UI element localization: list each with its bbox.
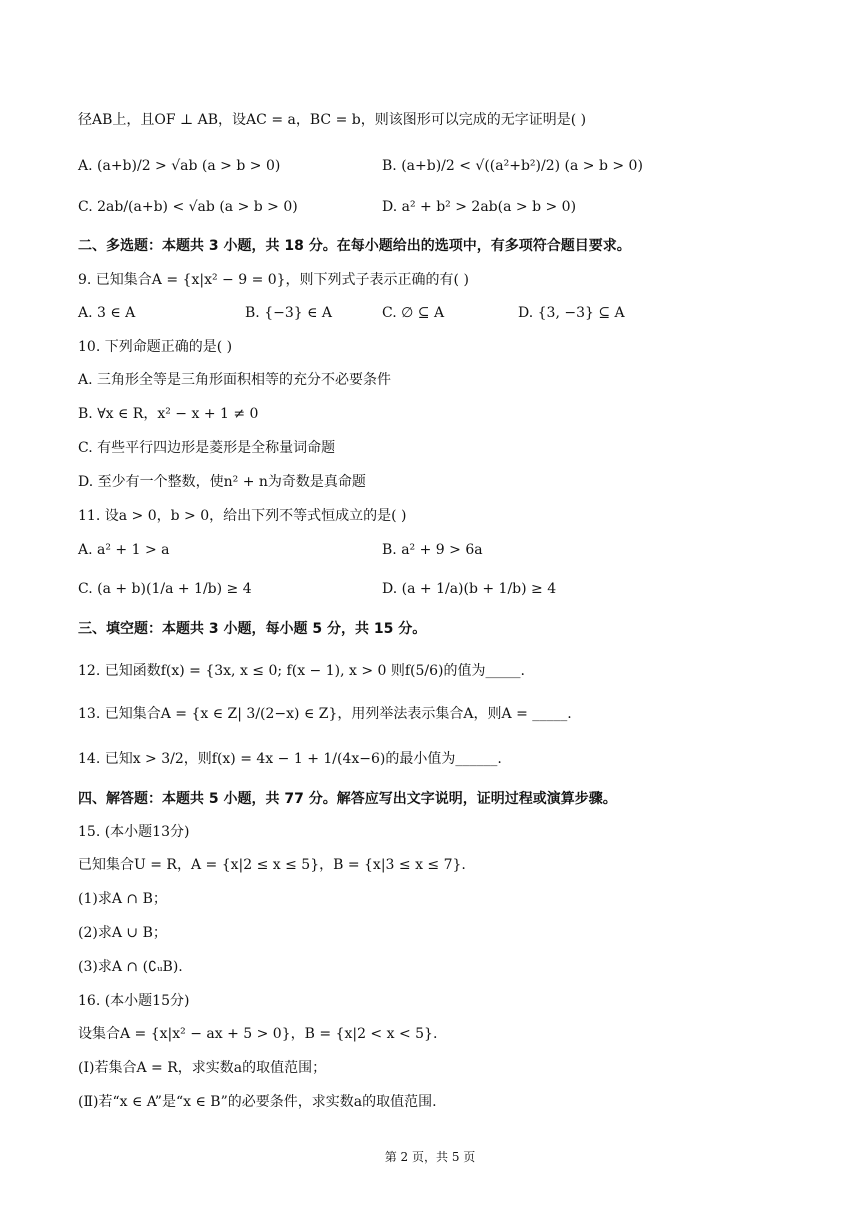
section-2-heading: 二、多选题：本题共 3 小题，共 18 分。在每小题给出的选项中，有多项符合题目要求。: [78, 238, 631, 254]
q10-option-b: B. ∀x ∈ R，x² − x + 1 ≠ 0: [78, 406, 259, 422]
q15-header: 15. (本小题13分): [78, 824, 190, 840]
q15-part-3: (3)求A ∩ (∁ᵤB).: [78, 959, 183, 975]
q11-option-b: B. a² + 9 > 6a: [382, 542, 483, 558]
q9-option-b: B. {−3} ∈ A: [245, 305, 333, 321]
q8-option-d: D. a² + b² > 2ab(a > b > 0): [382, 199, 577, 215]
q15-statement: 已知集合U = R，A = {x|2 ≤ x ≤ 5}，B = {x|3 ≤ x ≤ 7}.: [78, 857, 466, 873]
q9-stem: 9. 已知集合A = {x|x² − 9 = 0}，则下列式子表示正确的有( ): [78, 272, 469, 288]
section-4-heading: 四、解答题：本题共 5 小题，共 77 分。解答应写出文字说明，证明过程或演算步骤。: [78, 791, 617, 807]
q9-option-a: A. 3 ∈ A: [78, 305, 136, 321]
q16-part-1: (Ⅰ)若集合A = R，求实数a的取值范围；: [78, 1060, 327, 1076]
q10-option-a: A. 三角形全等是三角形面积相等的充分不必要条件: [78, 372, 392, 388]
q8-option-b: B. (a+b)/2 < √((a²+b²)/2) (a > b > 0): [382, 158, 643, 174]
q10-option-d: D. 至少有一个整数，使n² + n为奇数是真命题: [78, 474, 366, 490]
q10-option-c: C. 有些平行四边形是菱形是全称量词命题: [78, 440, 336, 456]
section-3-heading: 三、填空题：本题共 3 小题，每小题 5 分，共 15 分。: [78, 621, 427, 637]
page-footer: 第 2 页，共 5 页: [384, 1150, 476, 1164]
q10-stem: 10. 下列命题正确的是( ): [78, 339, 233, 355]
q11-option-d: D. (a + 1/a)(b + 1/b) ≥ 4: [382, 581, 557, 597]
q8-option-a: A. (a+b)/2 > √ab (a > b > 0): [78, 158, 281, 174]
q11-option-a: A. a² + 1 > a: [78, 542, 170, 558]
q15-part-1: (1)求A ∩ B；: [78, 891, 167, 907]
q11-option-c: C. (a + b)(1/a + 1/b) ≥ 4: [78, 581, 252, 597]
q9-option-d: D. {3, −3} ⊆ A: [518, 305, 625, 321]
q16-statement: 设集合A = {x|x² − ax + 5 > 0}，B = {x|2 < x < 5}.: [78, 1026, 438, 1042]
q11-stem: 11. 设a > 0，b > 0，给出下列不等式恒成立的是( ): [78, 508, 407, 524]
q15-part-2: (2)求A ∪ B；: [78, 925, 167, 941]
q9-option-c: C. ∅ ⊆ A: [382, 305, 445, 321]
q16-part-2: (Ⅱ)若“x ∈ A”是“x ∈ B”的必要条件，求实数a的取值范围.: [78, 1094, 437, 1110]
q8-option-c: C. 2ab/(a+b) < √ab (a > b > 0): [78, 199, 298, 215]
q13-stem: 13. 已知集合A = {x ∈ Z| 3/(2−x) ∈ Z}，用列举法表示集合A，则A = _____.: [78, 706, 572, 722]
q14-stem: 14. 已知x > 3/2，则f(x) = 4x − 1 + 1/(4x−6)的最小值为______.: [78, 751, 502, 767]
q16-header: 16. (本小题15分): [78, 993, 190, 1009]
q12-stem: 12. 已知函数f(x) = {3x, x ≤ 0; f(x − 1), x > 0 则f(5/6)的值为_____.: [78, 663, 525, 679]
q8-stem-continuation: 径AB上，且OF ⊥ AB，设AC = a，BC = b，则该图形可以完成的无字证明是( ): [78, 112, 587, 128]
